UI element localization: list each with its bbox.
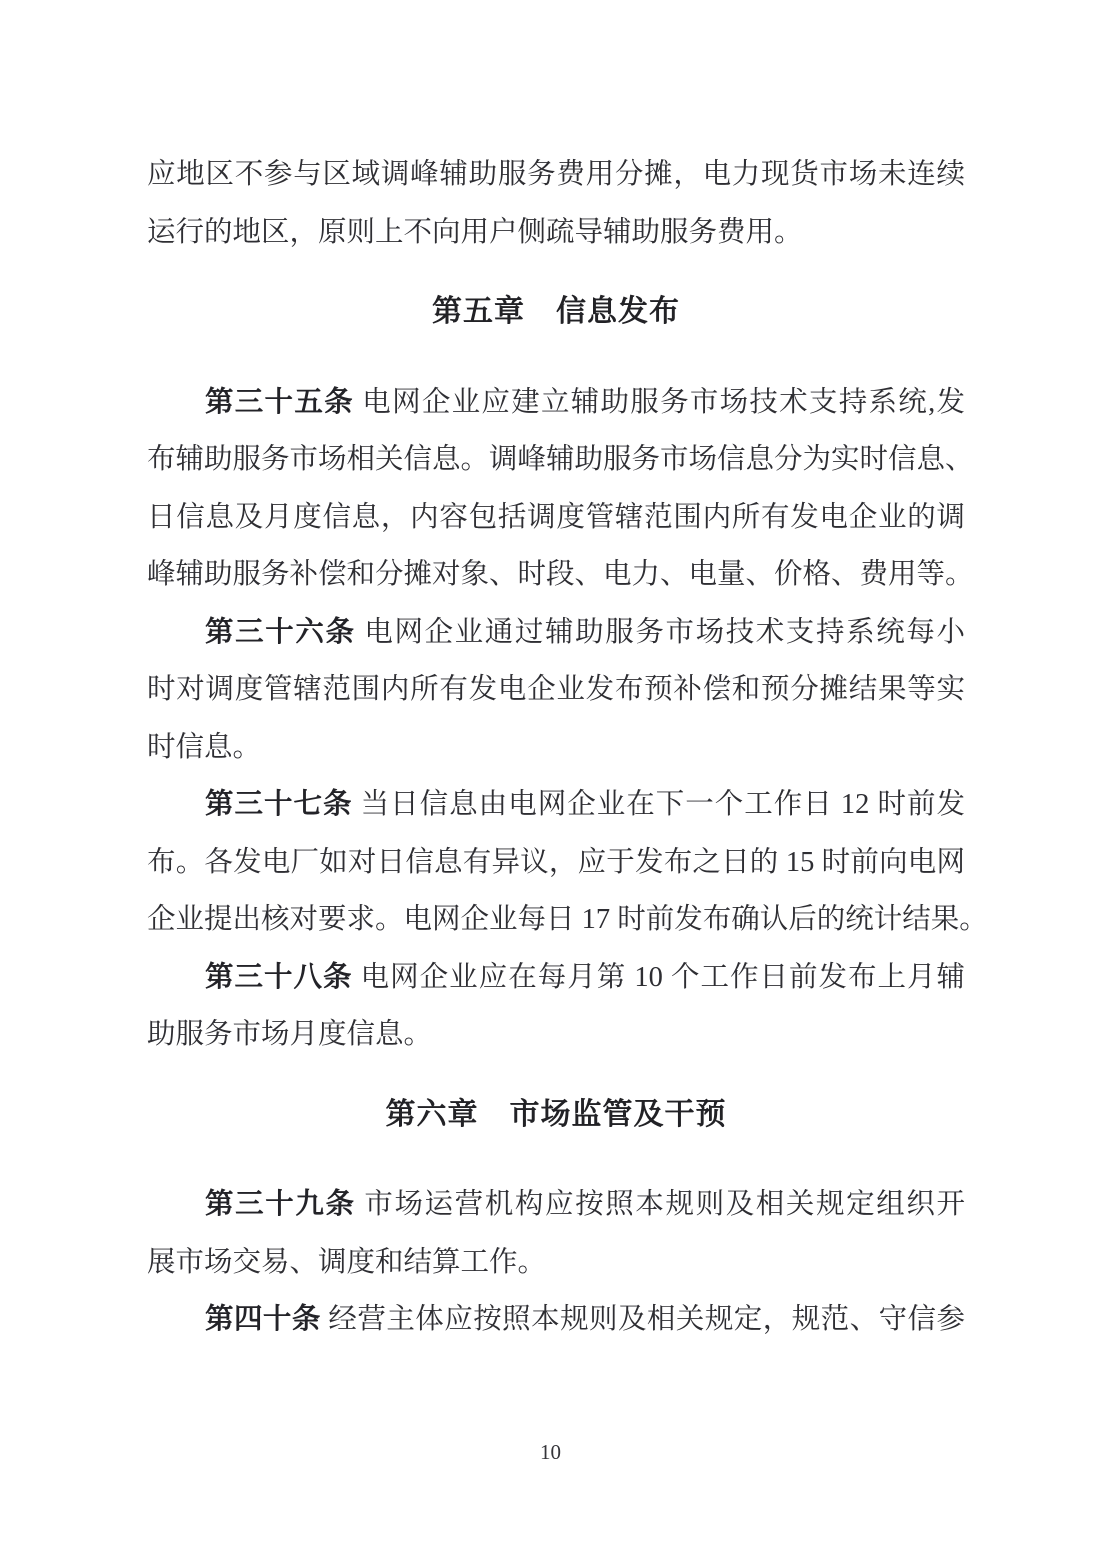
- text-line: 运行的地区，原则上不向用户侧疏导辅助服务费用。: [147, 216, 803, 248]
- article-number: 第三十七条: [205, 789, 353, 820]
- article-number: 第三十六条: [205, 616, 356, 648]
- article-number: 第三十五条: [205, 386, 354, 418]
- article-first-line-text: 市场运营机构应按照本规则及相关规定组织开: [364, 1189, 965, 1220]
- article-first-line: [147, 949, 965, 1007]
- text-line: 峰辅助服务补偿和分摊对象、时段、电力、电量、价格、费用等。: [147, 559, 974, 590]
- article-first-line: [147, 604, 965, 662]
- text-line: 助服务市场月度信息。: [147, 1019, 433, 1050]
- text-line: 时对调度管辖范围内所有发电企业发布预补偿和预分摊结果等实: [147, 674, 965, 705]
- text-line: 应地区不参与区域调峰辅助服务费用分摊，电力现货市场未连续: [147, 159, 965, 190]
- article-paragraph: [147, 776, 988, 949]
- page-number: 10: [540, 1440, 561, 1464]
- article-first-line: [147, 1291, 965, 1349]
- chapter-heading: 第六章 市场监管及干预: [385, 1097, 727, 1131]
- article-paragraph: [147, 1176, 965, 1291]
- text-line: 时信息。: [147, 731, 262, 763]
- article-number: 第四十条: [205, 1304, 321, 1335]
- article-paragraph: [147, 949, 965, 1064]
- text-line: 企业提出核对要求。电网企业每日 17 时前发布确认后的统计结果。: [147, 904, 988, 935]
- article-first-line-text: 电网企业应在每月第 10 个工作日前发布上月辅: [360, 961, 965, 993]
- article-first-line: [147, 374, 965, 432]
- text-line: 布。各发电厂如对日信息有异议，应于发布之日的 15 时前向电网: [147, 846, 965, 878]
- article-first-line-text: 当日信息由电网企业在下一个工作日 12 时前发: [360, 789, 965, 820]
- article-number: 第三十八条: [205, 961, 353, 993]
- document-content: [147, 146, 988, 1349]
- article-first-line: [147, 776, 965, 834]
- text-line: 日信息及月度信息，内容包括调度管辖范围内所有发电企业的调: [147, 501, 965, 533]
- article-number: 第三十九条: [205, 1189, 356, 1220]
- article-first-line-text: 经营主体应按照本规则及相关规定，规范、守信参: [328, 1304, 965, 1335]
- text-line: 布辅助服务市场相关信息。调峰辅助服务市场信息分为实时信息、: [147, 444, 974, 475]
- article-first-line-text: 电网企业应建立辅助服务市场技术支持系统,发: [362, 386, 965, 418]
- text-line: 展市场交易、调度和结算工作。: [147, 1246, 547, 1278]
- body-paragraph: [147, 146, 965, 261]
- article-paragraph: [147, 374, 974, 604]
- article-first-line: [147, 1176, 965, 1234]
- article-paragraph: [147, 604, 965, 777]
- article-paragraph: [147, 1291, 965, 1349]
- chapter-heading: 第五章 信息发布: [432, 295, 680, 328]
- article-first-line-text: 电网企业通过辅助服务市场技术支持系统每小: [364, 616, 965, 648]
